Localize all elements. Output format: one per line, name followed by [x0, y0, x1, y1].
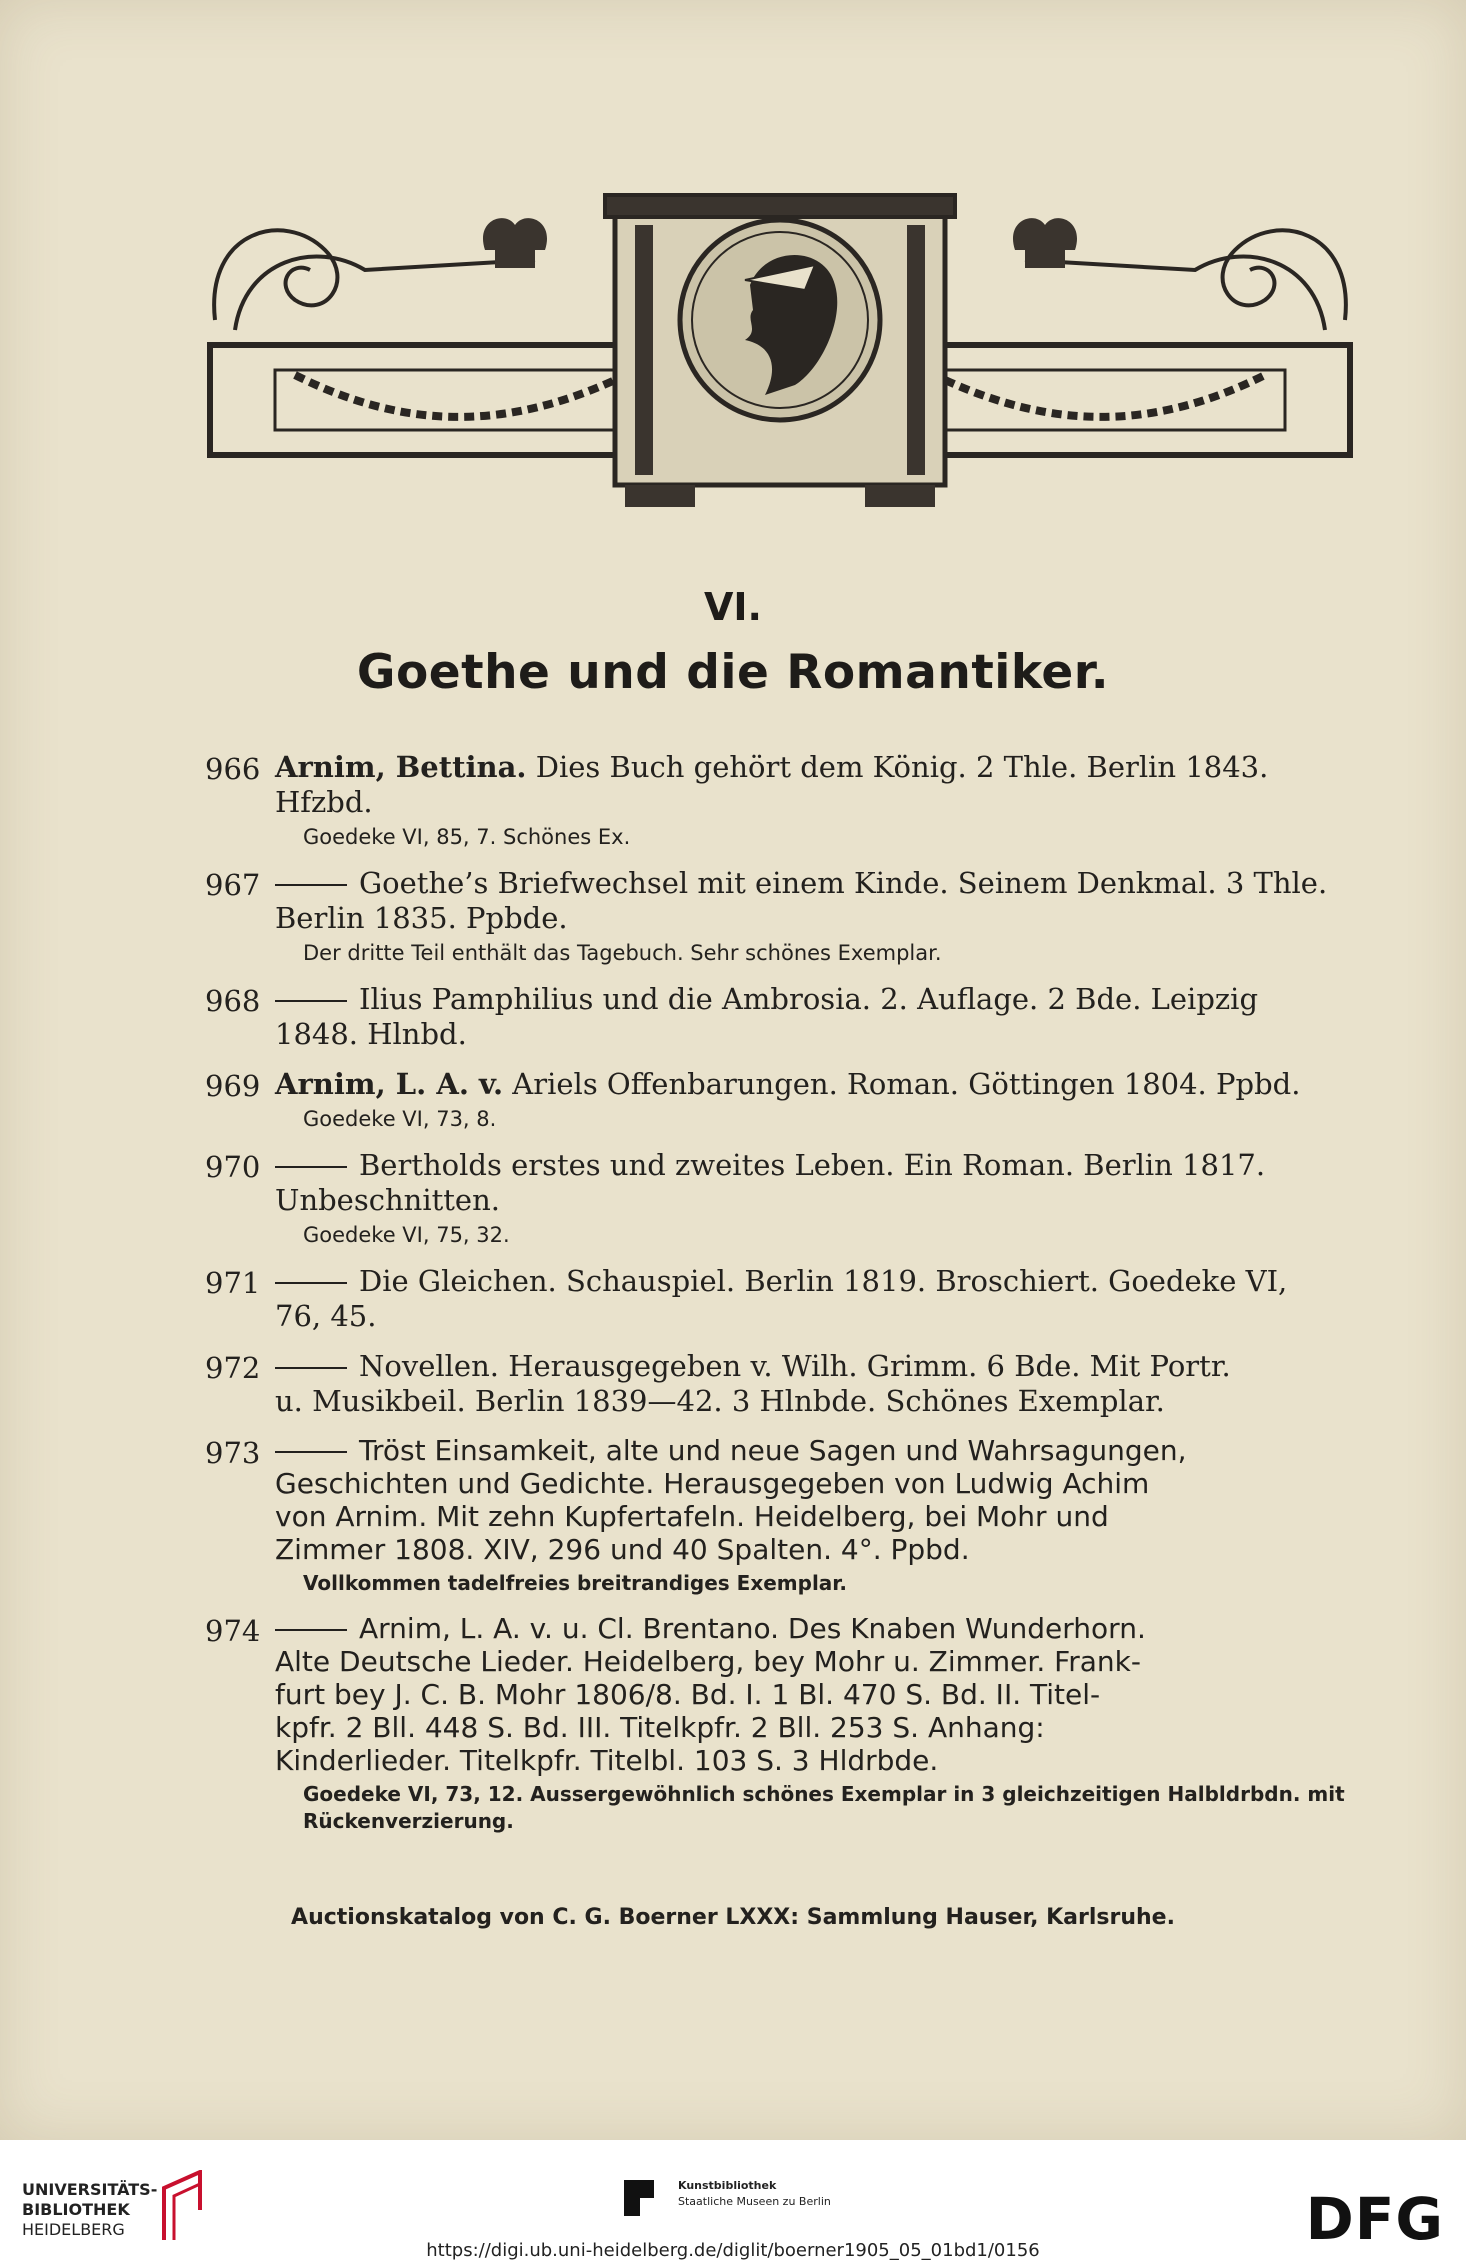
chapter-number: VI. [704, 585, 762, 629]
entry-text: Zimmer 1808. XIV, 296 und 40 Spalten. 4°. Ppbd. [275, 1533, 970, 1566]
entry-text: Ilius Pamphilius und die Ambrosia. 2. Auflage. 2 Bde. Leipzig [359, 982, 1259, 1016]
catalog-footer: Auctionskatalog von C. G. Boerner LXXX: Sammlung Hauser, Karlsruhe. [291, 1905, 1175, 1930]
entry-text: Arnim, L. A. v. u. Cl. Brentano. Des Knaben Wunderhorn. [359, 1612, 1146, 1645]
catalog-entry [205, 1148, 1345, 1249]
ditto-dash [275, 1367, 347, 1369]
entry-text: Geschichten und Gedichte. Herausgegeben von Ludwig Achim [275, 1467, 1150, 1500]
entry-number: 969 [205, 1069, 261, 1103]
catalog-entry [205, 982, 1345, 1052]
entry-text: Goethe’s Briefwechsel mit einem Kinde. Seinem Denkmal. 3 Thle. [359, 866, 1328, 900]
entry-number: 970 [205, 1150, 261, 1184]
catalog-entry [205, 1434, 1345, 1597]
catalog-entries [205, 750, 1345, 1850]
catalog-entry [205, 750, 1345, 851]
entry-text: Tröst Einsamkeit, alte und neue Sagen und Wahrsagungen, [359, 1434, 1187, 1467]
entry-text: Die Gleichen. Schauspiel. Berlin 1819. Broschiert. Goedeke VI, [359, 1264, 1288, 1298]
entry-number: 967 [205, 868, 261, 902]
entry-text: 1848. Hlnbd. [275, 1017, 467, 1051]
chapter-title: Goethe und die Romantiker. [356, 645, 1110, 700]
entry-text: Alte Deutsche Lieder. Heidelberg, bey Mohr u. Zimmer. Frank- [275, 1645, 1141, 1678]
ub-heidelberg-logo[interactable]: UNIVERSITÄTS- BIBLIOTHEK HEIDELBERG [22, 2180, 158, 2239]
entry-text: kpfr. 2 Bll. 448 S. Bd. III. Titelkpfr. 2 Bll. 253 S. Anhang: [275, 1711, 1045, 1744]
entry-number: 971 [205, 1266, 261, 1300]
entry-author: Arnim, L. A. v. [275, 1067, 504, 1101]
catalog-entry [205, 866, 1345, 967]
dfg-logo[interactable]: DFG [1305, 2185, 1444, 2253]
entry-number: 973 [205, 1436, 261, 1470]
entry-number: 972 [205, 1351, 261, 1385]
catalog-entry [205, 1349, 1345, 1419]
entry-note: Goedeke VI, 73, 12. Aussergewöhnlich schönes Exemplar in 3 gleichzeitigen Halbldrbdn. mit Rückenverzierung. [303, 1782, 1345, 1833]
entry-text: u. Musikbeil. Berlin 1839—42. 3 Hlnbde. Schönes Exemplar. [275, 1384, 1165, 1418]
ditto-dash [275, 1629, 347, 1631]
entry-number: 968 [205, 984, 261, 1018]
entry-note: Goedeke VI, 73, 8. [303, 1107, 497, 1131]
catalog-entry [205, 1067, 1345, 1133]
ub-logo-mark-icon [160, 2170, 204, 2242]
catalog-entry [205, 1264, 1345, 1334]
entry-note: Goedeke VI, 75, 32. [303, 1223, 510, 1247]
ditto-dash [275, 1451, 347, 1453]
entry-text: von Arnim. Mit zehn Kupfertafeln. Heidelberg, bei Mohr und [275, 1500, 1109, 1533]
ditto-dash [275, 1166, 347, 1168]
entry-number: 966 [205, 752, 261, 786]
entry-text: furt bey J. C. B. Mohr 1806/8. Bd. I. 1 Bl. 470 S. Bd. II. Titel- [275, 1678, 1101, 1711]
permalink-url[interactable]: https://digi.ub.uni-heidelberg.de/diglit/boerner1905_05_01bd1/0156 [426, 2240, 1040, 2261]
entry-text: Kinderlieder. Titelkpfr. Titelbl. 103 S. 3 Hldrbde. [275, 1744, 939, 1777]
entry-text: Berlin 1835. Ppbde. [275, 901, 568, 935]
kunstbibliothek-label: Kunstbibliothek Staatliche Museen zu Berlin [678, 2179, 831, 2208]
entry-text: Dies Buch gehört dem König. 2 Thle. Berlin 1843. [535, 750, 1269, 784]
ditto-dash [275, 1000, 347, 1002]
entry-number: 974 [205, 1614, 261, 1648]
headpiece-ornament [205, 170, 1355, 515]
ditto-dash [275, 884, 347, 886]
entry-text: Hfzbd. [275, 785, 373, 819]
entry-text: Ariels Offenbarungen. Roman. Göttingen 1804. Ppbd. [512, 1067, 1301, 1101]
ditto-dash [275, 1282, 347, 1284]
entry-text: Bertholds erstes und zweites Leben. Ein Roman. Berlin 1817. [359, 1148, 1266, 1182]
entry-text: Novellen. Herausgegeben v. Wilh. Grimm. 6 Bde. Mit Portr. [359, 1349, 1231, 1383]
entry-note: Der dritte Teil enthält das Tagebuch. Sehr schönes Exemplar. [303, 941, 942, 965]
viewer-footer-bar [0, 2140, 1466, 2265]
entry-text: 76, 45. [275, 1299, 377, 1333]
entry-note: Vollkommen tadelfreies breitrandiges Exemplar. [303, 1571, 847, 1595]
entry-note: Goedeke VI, 85, 7. Schönes Ex. [303, 825, 631, 849]
entry-text: Unbeschnitten. [275, 1183, 500, 1217]
entry-author: Arnim, Bettina. [275, 750, 527, 784]
catalog-entry [205, 1612, 1345, 1835]
kunstbibliothek-logo-icon[interactable] [622, 2178, 656, 2218]
